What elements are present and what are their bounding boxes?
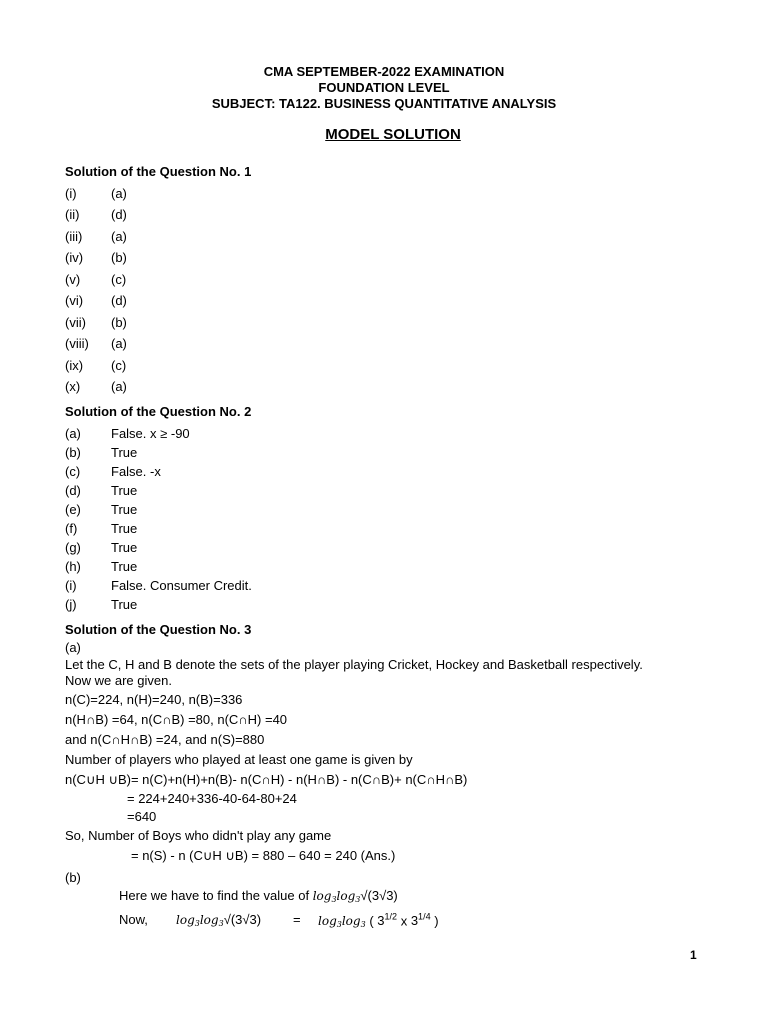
page-number: 1 bbox=[690, 948, 697, 962]
q1-item-number: (vi) bbox=[65, 293, 84, 308]
q2-item-answer: True bbox=[111, 540, 138, 555]
radical-expression: √(3√3) bbox=[223, 912, 262, 927]
power-term: $3^{1/2}$ bbox=[377, 912, 398, 929]
q3-now-lhs bbox=[176, 912, 261, 928]
q3-text-line1: Number of players who played at least one game is given by bbox=[65, 752, 413, 767]
q3-part-b-statement bbox=[119, 888, 398, 904]
q1-item-answer: (b) bbox=[111, 250, 127, 265]
q2-item-letter: (g) bbox=[65, 540, 81, 555]
log-expression: $\log_3\log_3$ bbox=[318, 914, 366, 930]
q2-item-answer: True bbox=[111, 445, 138, 460]
q3-now-label: Now, bbox=[119, 912, 148, 927]
q3-given-line3: and n(C∩H∩B) =24, and n(S)=880 bbox=[65, 732, 265, 747]
q1-item-answer: (d) bbox=[111, 293, 127, 308]
q1-item-answer: (a) bbox=[111, 336, 127, 351]
q1-item-answer: (c) bbox=[111, 358, 127, 373]
q3-calc-line2: =640 bbox=[127, 809, 157, 824]
q1-item-answer: (c) bbox=[111, 272, 127, 287]
q3-given-line1: n(C)=224, n(H)=240, n(B)=336 bbox=[65, 692, 243, 707]
q2-item-letter: (j) bbox=[65, 597, 77, 612]
q3-formula: n(C∪H ∪B)= n(C)+n(H)+n(B)- n(C∩H) - n(H∩B) - n(C∩B)+ n(C∩H∩B) bbox=[65, 772, 468, 787]
q3-intro-line1: Let the C, H and B denote the sets of the player playing Cricket, Hockey and Basketball respectively. bbox=[65, 657, 643, 672]
q1-item-answer: (a) bbox=[111, 379, 127, 394]
q2-item-letter: (d) bbox=[65, 483, 81, 498]
log-expression: $\log_3\log_3$ bbox=[312, 889, 361, 904]
log-expression: $\log_3\log_3$ bbox=[176, 913, 224, 928]
q3-part-b-label: (b) bbox=[65, 870, 81, 885]
q2-item-answer: False. x ≥ -90 bbox=[111, 426, 190, 441]
q1-item-number: (ii) bbox=[65, 207, 80, 222]
exam-title: CMA SEPTEMBER-2022 EXAMINATION bbox=[263, 64, 505, 79]
q1-item-number: (v) bbox=[65, 272, 81, 287]
radical-expression: √(3√3) bbox=[360, 888, 398, 903]
level-title: FOUNDATION LEVEL bbox=[318, 80, 450, 95]
q2-item-letter: (i) bbox=[65, 578, 77, 593]
q2-item-answer: True bbox=[111, 521, 138, 536]
q2-heading: Solution of the Question No. 2 bbox=[65, 404, 252, 419]
q3-intro-line2: Now we are given. bbox=[65, 673, 172, 688]
model-solution-title: MODEL SOLUTION bbox=[325, 126, 461, 143]
q2-item-answer: True bbox=[111, 597, 138, 612]
q1-item-number: (i) bbox=[65, 186, 77, 201]
q1-item-number: (viii) bbox=[65, 336, 89, 351]
q1-item-answer: (b) bbox=[111, 315, 127, 330]
q2-item-answer: False. Consumer Credit. bbox=[111, 578, 252, 593]
q1-item-number: (vii) bbox=[65, 315, 86, 330]
q2-item-letter: (b) bbox=[65, 445, 81, 460]
q1-heading: Solution of the Question No. 1 bbox=[65, 164, 252, 179]
q3-part-b-text: Here we have to find the value of bbox=[119, 888, 310, 903]
q2-item-answer: False. -x bbox=[111, 464, 161, 479]
q1-item-number: (x) bbox=[65, 379, 81, 394]
q2-item-answer: True bbox=[111, 483, 138, 498]
q1-item-number: (iv) bbox=[65, 250, 84, 265]
q2-item-letter: (h) bbox=[65, 559, 81, 574]
q3-given-line2: n(H∩B) =64, n(C∩B) =80, n(C∩H) =40 bbox=[65, 712, 288, 727]
subject-title: SUBJECT: TA122. BUSINESS QUANTITATIVE ANALYSIS bbox=[211, 96, 557, 111]
power-term: $3^{1/4}$ bbox=[410, 912, 431, 929]
q3-text-line2: So, Number of Boys who didn't play any game bbox=[65, 828, 332, 843]
q1-item-answer: (a) bbox=[111, 229, 127, 244]
q2-item-letter: (a) bbox=[65, 426, 81, 441]
q1-item-answer: (a) bbox=[111, 186, 127, 201]
q1-item-answer: (d) bbox=[111, 207, 127, 222]
q3-heading: Solution of the Question No. 3 bbox=[65, 622, 252, 637]
q3-calc-line3: = n(S) - n (C∪H ∪B) = 880 – 640 = 240 (Ans.) bbox=[131, 848, 396, 863]
q2-item-letter: (f) bbox=[65, 521, 78, 536]
q3-calc-line1: = 224+240+336-40-64-80+24 bbox=[127, 791, 297, 806]
q1-item-number: (ix) bbox=[65, 358, 84, 373]
q2-item-letter: (e) bbox=[65, 502, 81, 517]
q1-item-number: (iii) bbox=[65, 229, 83, 244]
equals-sign: = bbox=[293, 912, 301, 927]
q2-item-answer: True bbox=[111, 502, 138, 517]
q3-part-a-label: (a) bbox=[65, 640, 81, 655]
q3-now-rhs: $\log_3\log_3$ ( $3^{1/2}$ x $3^{1/4}$ ) bbox=[318, 912, 439, 930]
q2-item-answer: True bbox=[111, 559, 138, 574]
q2-item-letter: (c) bbox=[65, 464, 81, 479]
